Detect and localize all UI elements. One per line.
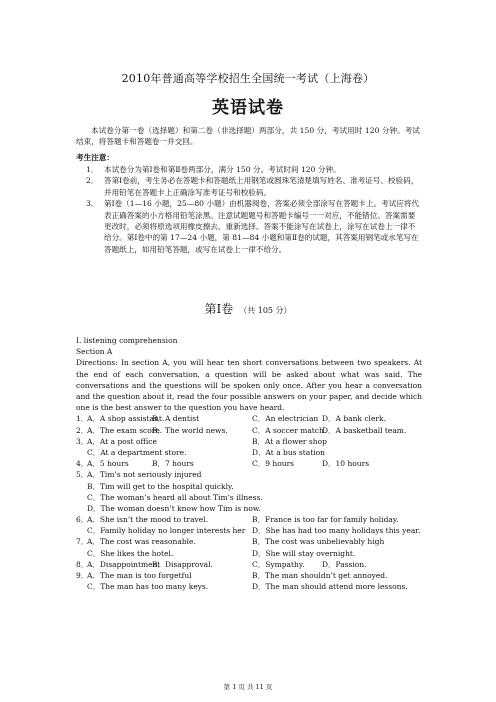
- question-number: 1．: [76, 414, 89, 424]
- exam-title: 2010年普通高等学校招生全国统一考试（上海卷）: [121, 72, 375, 85]
- notice-text: 第Ⅰ卷（1—16 小题，25—80 小题）由机器阅卷，答案必须全部涂写在答题卡上。考试应将代表正确答案的小方格用铅笔涂黑。注意试题题号和答题卡编号一一对应，不能错位。答案需要更改时，必须将原选项用橡皮擦去，重新选择。答案不能涂写在试卷上，涂写在试卷上一律不给分。第Ⅰ卷中的第 17—24 小题，第 81—84 小题和第Ⅱ卷的试题，其答案用钢笔或水笔写在答题纸上，如用铅笔答题，或写在试卷上一律不给分。: [104, 199, 420, 254]
- part-name: 第Ⅰ卷: [204, 302, 234, 316]
- section-heading: I. listening comprehension: [76, 336, 178, 345]
- answer-option: D．She will stay overnight.: [252, 548, 356, 558]
- question-row: [76, 469, 422, 480]
- answer-option: B．The cost was unbelievably high: [252, 537, 385, 547]
- notice-number: 2．: [86, 176, 99, 186]
- answer-option: B．Disapproval.: [152, 559, 213, 569]
- question-row: [76, 413, 422, 424]
- notice-text: 本试卷分为第Ⅰ卷和第Ⅱ卷两部分，满分 150 分。考试时间 120 分钟。: [104, 165, 341, 174]
- answer-option: A．The cost was reasonable.: [87, 537, 196, 547]
- answer-option: A．5 hours: [87, 459, 129, 469]
- answer-option: B．7 hours: [152, 459, 194, 469]
- question-row: [76, 458, 422, 469]
- notice-item: [76, 175, 420, 198]
- answer-option: D．The man should attend more lessons.: [252, 582, 408, 592]
- answer-option: D．A bank clerk.: [322, 414, 386, 424]
- question-number: 4．: [76, 459, 89, 469]
- answer-option: A．The exam score.: [87, 425, 163, 435]
- question-row: [76, 447, 422, 458]
- notice-item: [76, 164, 420, 175]
- answer-option: D．A basketball team.: [322, 425, 407, 435]
- answer-option: D．Passion.: [322, 559, 367, 569]
- answer-option: C．At a department store.: [87, 447, 187, 457]
- answer-option: C．A soccer match.: [252, 425, 327, 435]
- question-number: 6．: [76, 515, 89, 525]
- exam-subject: 英语试卷: [212, 98, 284, 118]
- question-row: [76, 481, 422, 492]
- answer-option: D．The woman doesn’t know how Tim is now.: [87, 503, 261, 513]
- question-row: [76, 548, 422, 559]
- notice-number: 3．: [86, 199, 99, 209]
- answer-option: C．An electrician: [252, 414, 319, 424]
- question-row: [76, 514, 422, 525]
- question-number: 7．: [76, 537, 89, 547]
- directions-paragraph: Directions: In section A, you will hear ten short conversations between two speakers. At the end of each conversation, a question will be asked about what was said. The conversations and the questions will be spoken only once. After you hear a conversation and the question about it, read the four possible answers on your paper, and decide which one is the best answer to the question you have heard.: [76, 358, 422, 413]
- answer-option: A．She isn’t the mood to travel.: [87, 515, 209, 525]
- answer-option: B．Tim will get to the hospital quickly.: [87, 481, 234, 491]
- answer-option: B．At a flower shop: [252, 436, 327, 446]
- answer-option: C．The man has too many keys.: [87, 582, 209, 592]
- answer-option: D．She has had too many holidays this year.: [252, 526, 421, 536]
- answer-option: B．The world news.: [152, 425, 228, 435]
- answer-option: C．9 hours: [252, 459, 295, 469]
- question-row: [76, 425, 422, 436]
- question-number: 3．: [76, 436, 89, 446]
- answer-option: B．The man shouldn’t get annoyed.: [252, 571, 388, 581]
- answer-option: C．She likes the hotel.: [87, 548, 174, 558]
- question-number: 2．: [76, 425, 89, 435]
- question-row: [76, 559, 422, 570]
- question-row: [76, 503, 422, 514]
- section-label: Section A: [76, 347, 113, 357]
- notice-text: 答第Ⅰ卷前，考生务必在答题卡和答题纸上用钢笔或圆珠笔清楚填写姓名、准考证号、校验码，并用铅笔在答题卡上正确涂写准考证号和校验码。: [104, 176, 419, 197]
- notice-list: [76, 164, 420, 255]
- answer-option: A．Tim’s not seriously injured: [87, 470, 202, 480]
- part-title: [0, 300, 496, 317]
- question-row: [76, 525, 422, 536]
- intro-paragraph: 本试卷分第一卷（选择题）和第二卷（非选择题）两部分，共 150 分，考试用时 120 分钟。考试结束，将答题卡和答题卷一并交回。: [76, 126, 420, 147]
- answer-option: D．10 hours: [322, 459, 370, 469]
- question-row: [76, 536, 422, 547]
- question-row: [76, 570, 422, 581]
- question-list: [76, 413, 422, 592]
- answer-option: B．A dentist: [152, 414, 200, 424]
- listening-section: [76, 335, 422, 592]
- answer-option: A．The man is too forgetful: [87, 571, 192, 581]
- question-row: [76, 581, 422, 592]
- answer-option: D．At a bus station: [252, 447, 326, 457]
- answer-option: C．Family holiday no longer interests her: [87, 526, 246, 536]
- question-number: 8．: [76, 559, 89, 569]
- answer-option: B．France is too far for family holiday.: [252, 515, 399, 525]
- answer-option: C．The woman’s heard all about Tim’s illness.: [87, 492, 263, 502]
- question-row: [76, 436, 422, 447]
- notice-item: [76, 198, 420, 255]
- notice-heading: 考生注意：: [76, 153, 114, 162]
- notice-number: 1．: [86, 165, 99, 174]
- page-footer: 第 1 页 共 11 页: [223, 683, 273, 691]
- question-row: [76, 492, 422, 503]
- answer-option: C．Sympathy.: [252, 559, 305, 569]
- question-number: 5．: [76, 470, 89, 480]
- answer-option: A．A shop assistant.: [87, 414, 165, 424]
- part-score: （共 105 分）: [239, 306, 292, 315]
- answer-option: A．At a post office: [87, 436, 157, 446]
- question-number: 9．: [76, 571, 89, 581]
- answer-option: A．Disappointment: [87, 559, 161, 569]
